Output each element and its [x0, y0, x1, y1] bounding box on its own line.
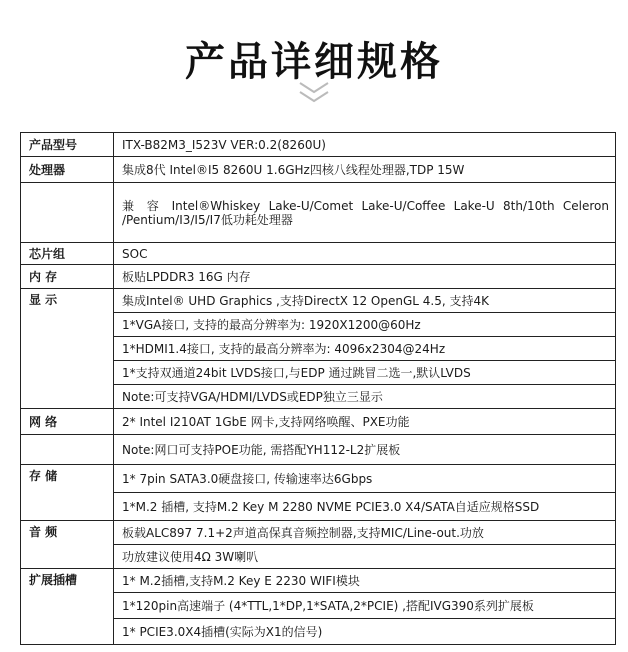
spec-value: 集成8代 Intel®I5 8260U 1.6GHz四核八线程处理器,TDP 15W [114, 157, 616, 183]
spec-label: 扩展插槽 [21, 569, 114, 645]
spec-row-audio [21, 521, 616, 545]
spec-value: 1* PCIE3.0X4插槽(实际为X1的信号) [114, 619, 616, 645]
spec-value: Note:可支持VGA/HDMI/LVDS或EDP独立三显示 [114, 385, 616, 409]
spec-value: 功放建议使用4Ω 3W喇叭 [114, 545, 616, 569]
spec-label-empty [21, 183, 114, 243]
spec-row-display [21, 289, 616, 313]
spec-value: 1*120pin高速端子 (4*TTL,1*DP,1*SATA,2*PCIE) ,搭配IVG390系列扩展板 [114, 593, 616, 619]
spec-table [20, 132, 616, 645]
spec-value: 1* 7pin SATA3.0硬盘接口, 传输速率达6Gbps [114, 465, 616, 493]
spec-value: SOC [114, 243, 616, 265]
spec-label-empty [21, 435, 114, 465]
spec-value: 2* Intel I210AT 1GbE 网卡,支持网络唤醒、PXE功能 [114, 409, 616, 435]
spec-value: 兼 容 Intel®Whiskey Lake-U/Comet Lake-U/Coffee Lake-U 8th/10th Celeron /Pentium/I3/I5/I7低功耗处理器 [114, 183, 616, 243]
spec-value: 1*VGA接口, 支持的最高分辨率为: 1920X1200@60Hz [114, 313, 616, 337]
spec-value: Note:网口可支持POE功能, 需搭配YH112-L2扩展板 [114, 435, 616, 465]
spec-label: 网 络 [21, 409, 114, 435]
spec-row-cpu [21, 157, 616, 183]
page-header [0, 0, 628, 130]
spec-value: 板载ALC897 7.1+2声道高保真音频控制器,支持MIC/Line-out.功放 [114, 521, 616, 545]
spec-label: 音 频 [21, 521, 114, 569]
spec-label: 处理器 [21, 157, 114, 183]
spec-row-cpu-compat [21, 183, 616, 243]
spec-row-expansion [21, 569, 616, 593]
spec-row-memory [21, 265, 616, 289]
spec-value: 集成Intel® UHD Graphics ,支持DirectX 12 OpenGL 4.5, 支持4K [114, 289, 616, 313]
double-chevron-down-icon [296, 80, 332, 106]
spec-label: 芯片组 [21, 243, 114, 265]
spec-row-network [21, 409, 616, 435]
spec-value: ITX-B82M3_I523V VER:0.2(8260U) [114, 133, 616, 157]
spec-value: 1*支持双通道24bit LVDS接口,与EDP 通过跳冒二选一,默认LVDS [114, 361, 616, 385]
spec-label: 显 示 [21, 289, 114, 409]
spec-value: 1*M.2 插槽, 支持M.2 Key M 2280 NVME PCIE3.0 X4/SATA自适应规格SSD [114, 493, 616, 521]
spec-value: 1*HDMI1.4接口, 支持的最高分辨率为: 4096x2304@24Hz [114, 337, 616, 361]
spec-row-storage [21, 465, 616, 493]
spec-row-network [21, 435, 616, 465]
spec-row-model [21, 133, 616, 157]
spec-label: 内 存 [21, 265, 114, 289]
spec-label: 存 储 [21, 465, 114, 521]
spec-value: 1* M.2插槽,支持M.2 Key E 2230 WIFI模块 [114, 569, 616, 593]
page-title: 产品详细规格 [185, 39, 443, 85]
spec-row-chipset [21, 243, 616, 265]
spec-label: 产品型号 [21, 133, 114, 157]
spec-value: 板贴LPDDR3 16G 内存 [114, 265, 616, 289]
